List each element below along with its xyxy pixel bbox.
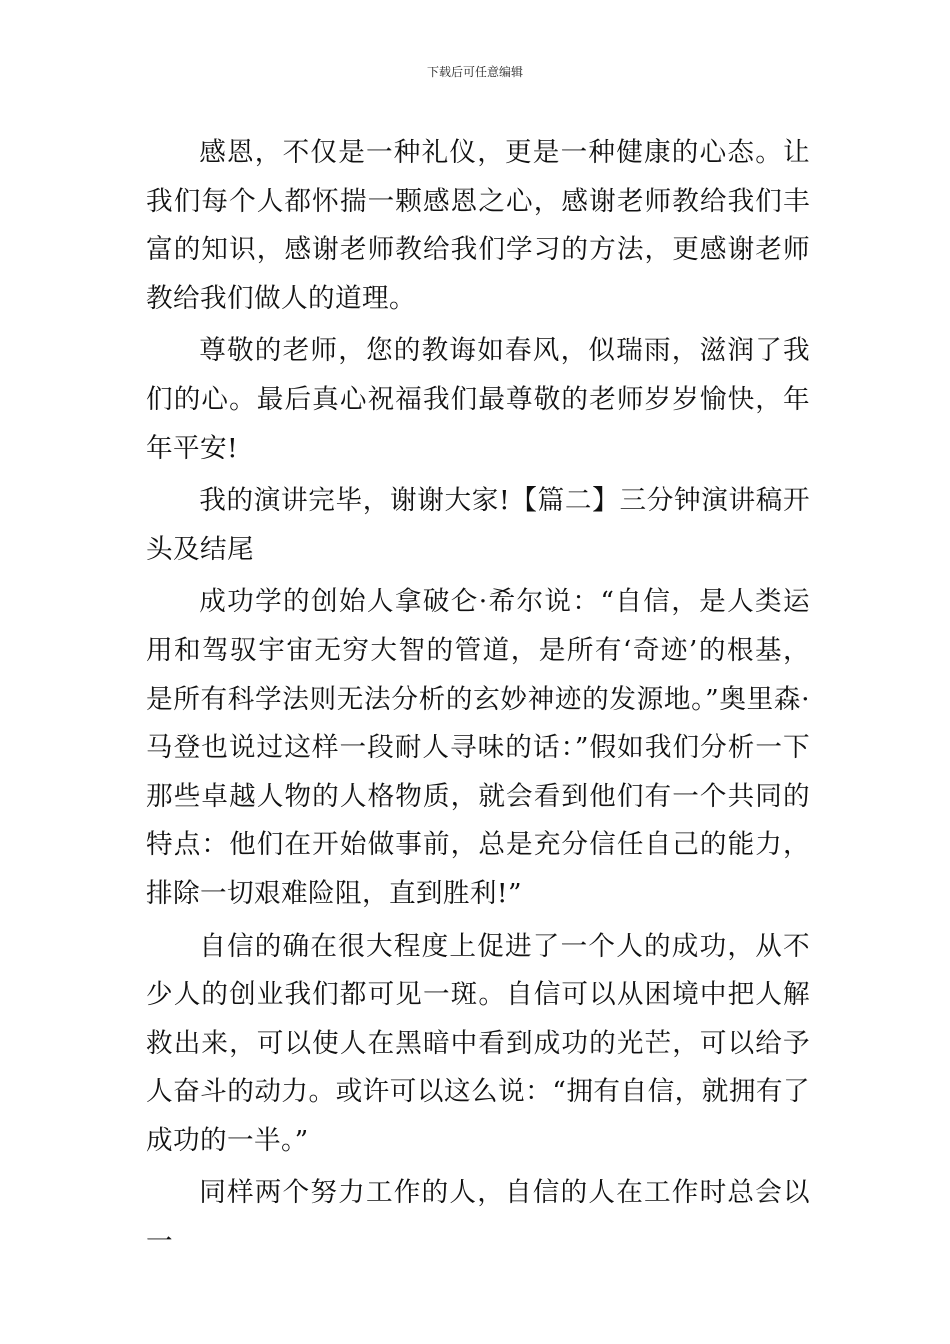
document-body: [146, 129, 810, 1271]
paragraph-gratitude: 感恩，不仅是一种礼仪，更是一种健康的心态。让我们每个人都怀揣一颗感恩之心，感谢老师教给我们丰富的知识，感谢老师教给我们学习的方法，更感谢老师教给我们做人的道理。: [146, 137, 810, 314]
paragraph-hill-quote: 成功学的创始人拿破仑·希尔说：“自信，是人类运用和驾驭宇宙无穷大智的管道，是所有‘奇迹’的根基，是所有科学法则无法分析的玄妙神迹的发源地。”奥里森·马登也说过这样一段耐人寻味的话：”假如我们分析一下那些卓越人物的人格物质，就会看到他们有一个共同的特点：他们在开始做事前，总是充分信任自己的能力，排除一切艰难险阻，直到胜利!”: [146, 586, 810, 909]
paragraph-two-workers: 同样两个努力工作的人，自信的人在工作时总会以一: [146, 1177, 810, 1258]
page-header: 下载后可任意编辑: [426, 65, 523, 79]
paragraph-blessing: 尊敬的老师，您的教诲如春风，似瑞雨，滋润了我们的心。最后真心祝福我们最尊敬的老师岁岁愉快，年年平安!: [146, 335, 810, 464]
paragraph-confidence: 自信的确在很大程度上促进了一个人的成功，从不少人的创业我们都可见一斑。自信可以从困境中把人解救出来，可以使人在黑暗中看到成功的光芒，可以给予人奋斗的动力。或许可以这么说：“拥有自信，就拥有了成功的一半。”: [146, 930, 810, 1156]
paragraph-closing: 我的演讲完毕，谢谢大家!【篇二】三分钟演讲稿开头及结尾: [146, 485, 810, 565]
